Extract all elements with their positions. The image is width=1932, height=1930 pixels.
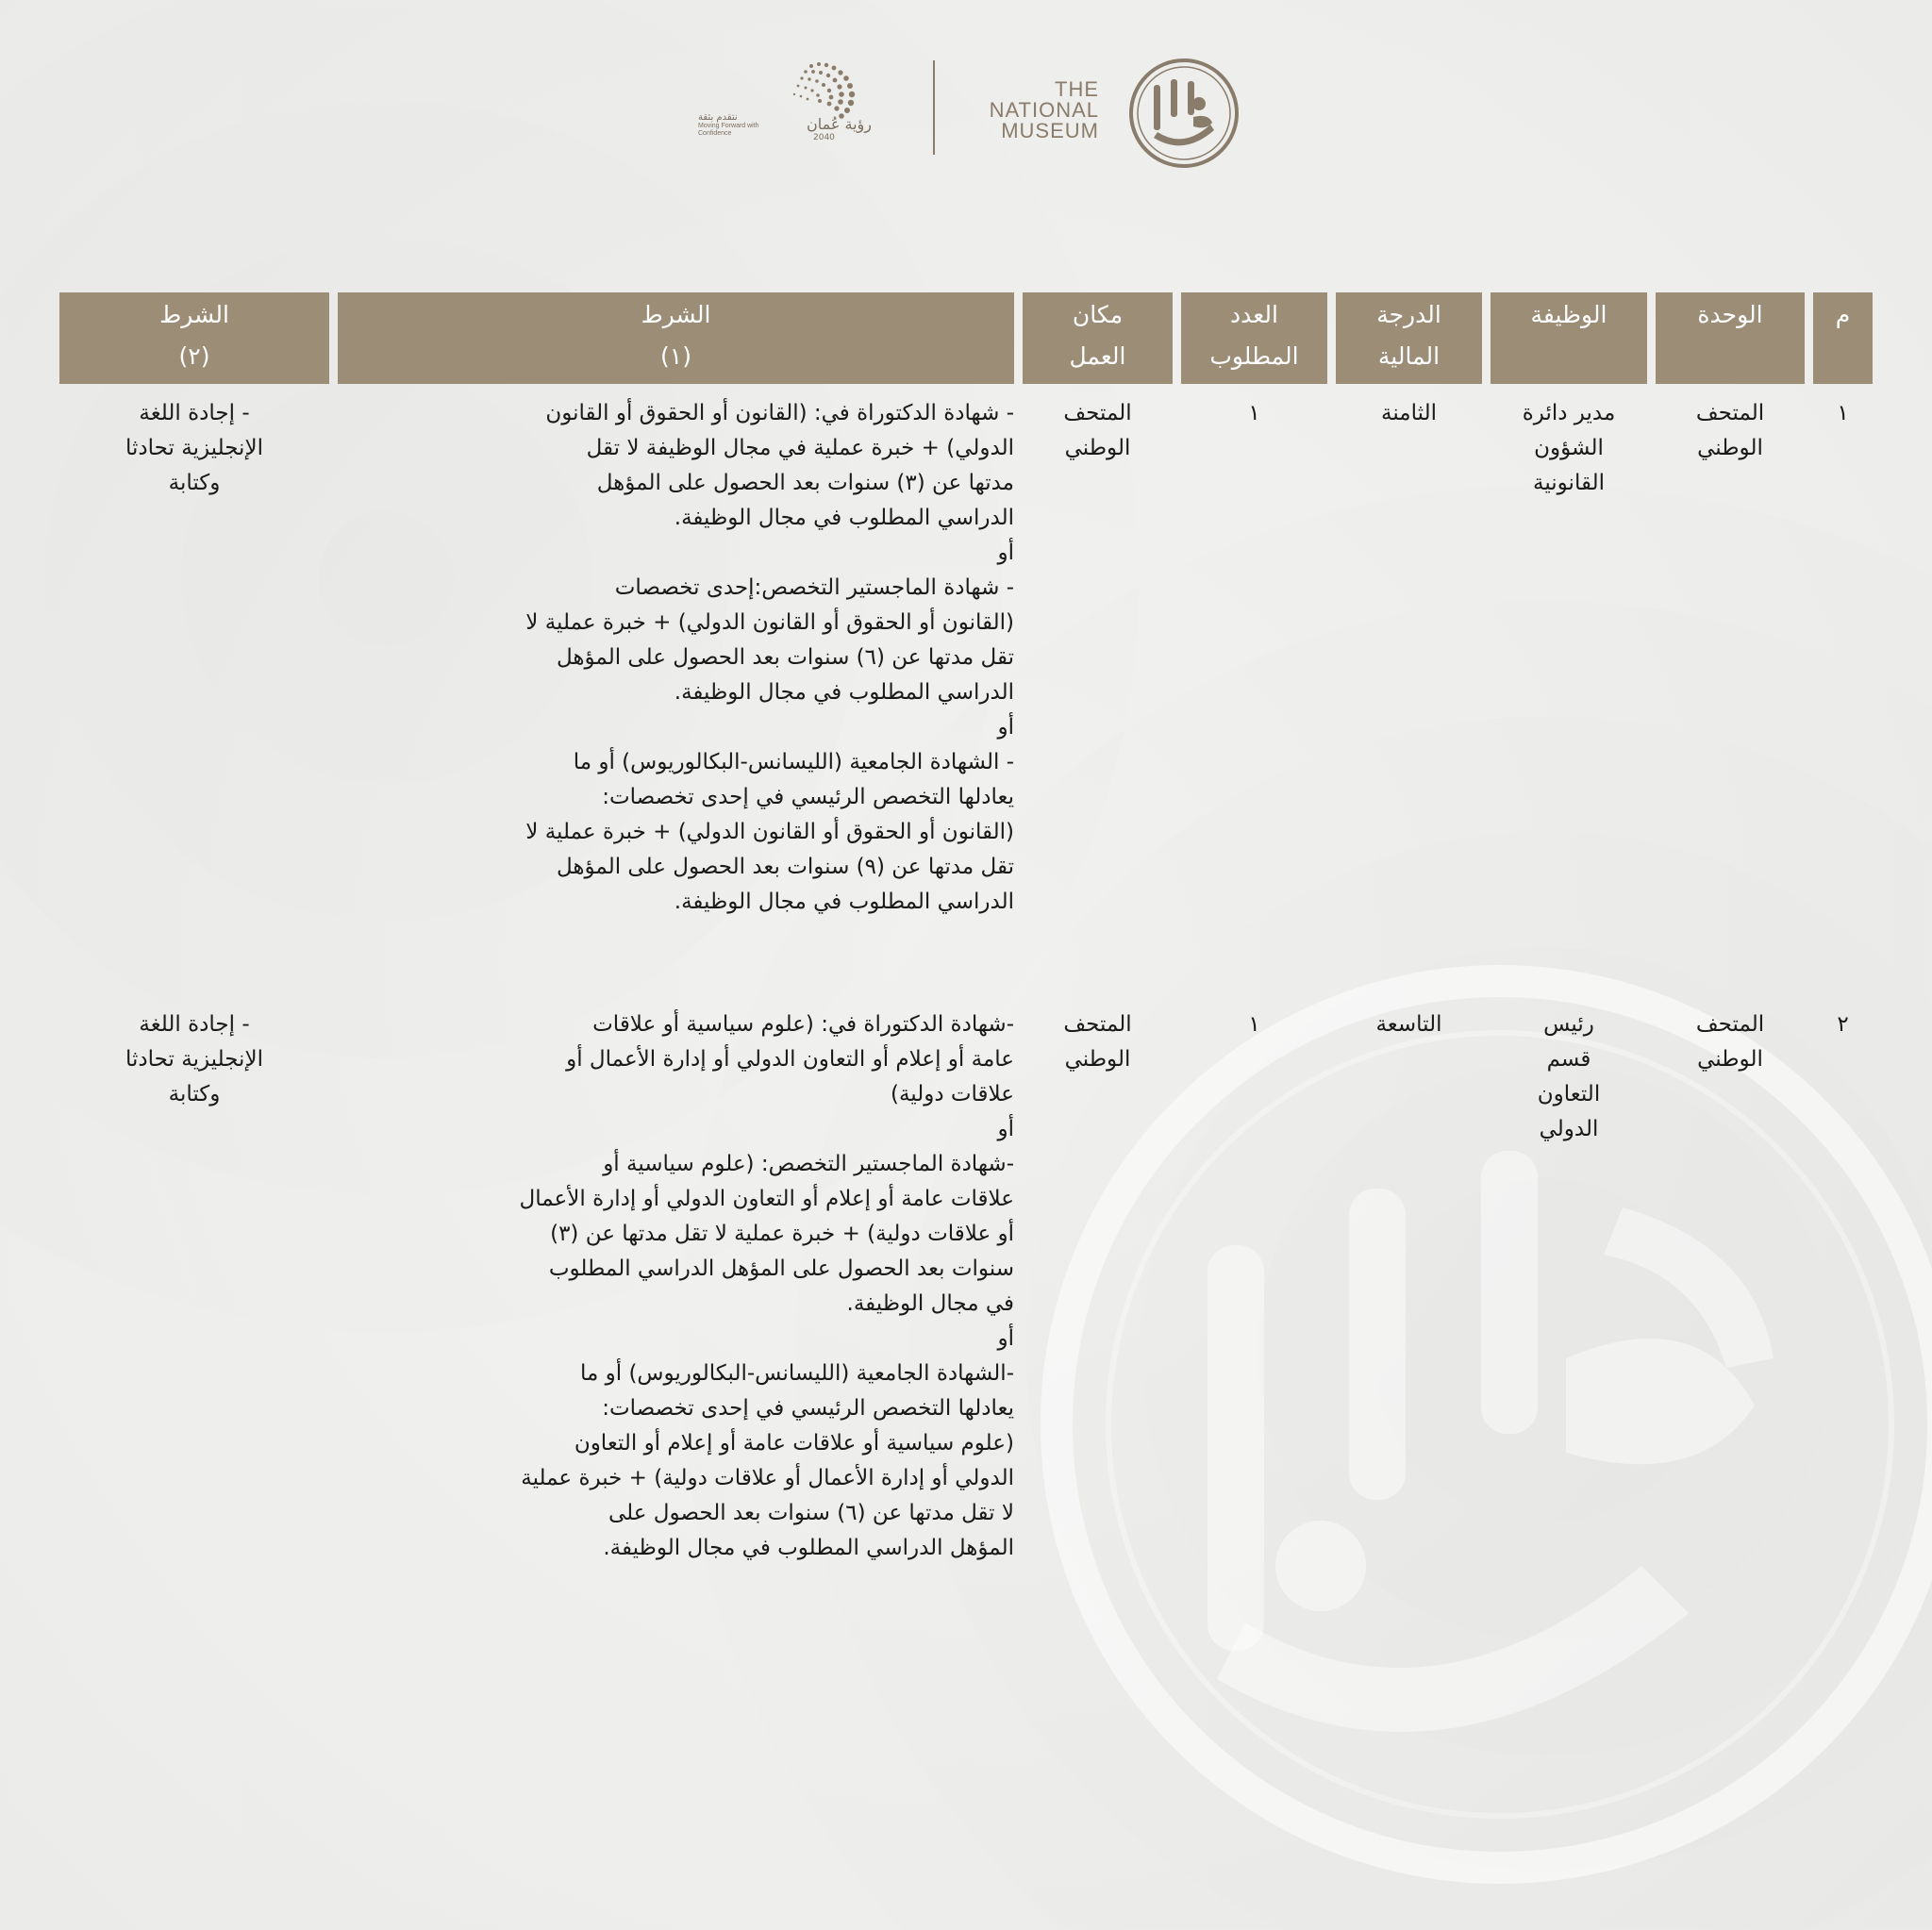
- vision-slogan-ar: نتقدم بثقة: [698, 112, 738, 123]
- col-header-job-label: الوظيفة: [1530, 301, 1607, 328]
- col-header-job: [1491, 292, 1647, 384]
- header-divider: [933, 60, 935, 155]
- national-museum-logo: [1127, 57, 1241, 170]
- row1-unit: المتحف الوطني: [1695, 401, 1765, 460]
- row2-grade: التاسعة: [1375, 1012, 1442, 1037]
- row1-place: المتحف الوطني: [1063, 401, 1132, 460]
- vision-year: 2040: [813, 133, 835, 142]
- row2-condition-1: -شهادة الدكتوراة في: (علوم سياسية أو علاقات عامة أو إعلام أو التعاون الدولي أو إدارة الأعمال أو علاقات دولية) أو -شهادة الماجستير التخصص: (علوم سياسية أو علاقات عامة أو إعلام أو التعاون الدولي أو إدارة الأعمال أو علاقات دولية) + خبرة عملية لا تقل مدتها عن (٣) سنوات بعد الحصول على المؤهل الدراسي المطلوب في مجال الوظيفة. أو -الشهادة الجامعية (الليسانس-البكالوريوس) أو ما يعادلها التخصص الرئيسي في إحدى تخصصات: (علوم سياسية أو علاقات عامة أو إعلام أو التعاون الدولي أو إدارة الأعمال أو علاقات دولية) + خبرة عملية لا تقل مدتها عن (٦) سنوات بعد الحصول على المؤهل الدراسي المطلوب في مجال الوظيفة.: [519, 1012, 1014, 1560]
- col-header-index-label: م: [1835, 301, 1851, 328]
- museum-name: [972, 79, 1099, 141]
- row2-unit: المتحف الوطني: [1695, 1012, 1765, 1072]
- museum-name-line2: NATIONAL: [989, 98, 1099, 122]
- row1-condition-2: - إجادة اللغة الإنجليزية تحادثا وكتابة: [125, 401, 263, 495]
- watermark-emblem: [1038, 962, 1932, 1887]
- col-header-condition-1: [338, 292, 1014, 384]
- col-header-unit-label: الوحدة: [1697, 301, 1763, 328]
- col-header-condition-1-label: الشرط (١): [641, 301, 711, 370]
- museum-name-line3: MUSEUM: [1001, 119, 1099, 142]
- row1-grade: الثامنة: [1381, 401, 1437, 425]
- row2-condition-2: - إجادة اللغة الإنجليزية تحادثا وكتابة: [125, 1012, 263, 1106]
- row1-condition-1: - شهادة الدكتوراة في: (القانون أو الحقوق أو القانون الدولي) + خبرة عملية في مجال الوظيفة لا تقل مدتها عن (٣) سنوات بعد الحصول على المؤهل الدراسي المطلوب في مجال الوظيفة. أو - شهادة الماجستير التخصص:إحدى تخصصات (القانون أو الحقوق أو القانون الدولي) + خبرة عملية لا تقل مدتها عن (٦) سنوات بعد الحصول على المؤهل الدراسي المطلوب في مجال الوظيفة. أو - الشهادة الجامعية (الليسانس-البكالوريوس) أو ما يعادلها التخصص الرئيسي في إحدى تخصصات: (القانون أو الحقوق أو القانون الدولي) + خبرة عملية لا تقل مدتها عن (٩) سنوات بعد الحصول على المؤهل الدراسي المطلوب في مجال الوظيفة.: [525, 401, 1014, 914]
- col-header-place: [1023, 292, 1173, 384]
- col-header-condition-2-label: الشرط (٢): [159, 301, 229, 370]
- col-header-condition-2: [59, 292, 329, 384]
- row1-job: مدير دائرة الشؤون القانونية: [1522, 401, 1616, 495]
- row2-job: رئيس قسم التعاون الدولي: [1537, 1012, 1601, 1141]
- col-header-count: [1181, 292, 1327, 384]
- row1-index: ١: [1837, 401, 1849, 425]
- vision-arabic-name: رؤية عُمان: [807, 115, 872, 133]
- col-header-grade-label: الدرجة المالية: [1376, 301, 1441, 370]
- vision-slogan-en: Moving Forward with Confidence: [698, 123, 759, 137]
- row2-index: ٢: [1837, 1012, 1849, 1037]
- col-header-count-label: العدد المطلوب: [1209, 301, 1299, 370]
- col-header-place-label: مكان العمل: [1069, 301, 1126, 370]
- col-header-index: [1813, 292, 1873, 384]
- col-header-unit: [1656, 292, 1805, 384]
- col-header-grade: [1336, 292, 1482, 384]
- row2-place: المتحف الوطني: [1063, 1012, 1132, 1072]
- museum-name-line1: THE: [1055, 77, 1099, 101]
- row1-count: ١: [1248, 401, 1260, 425]
- row2-count: ١: [1248, 1012, 1260, 1037]
